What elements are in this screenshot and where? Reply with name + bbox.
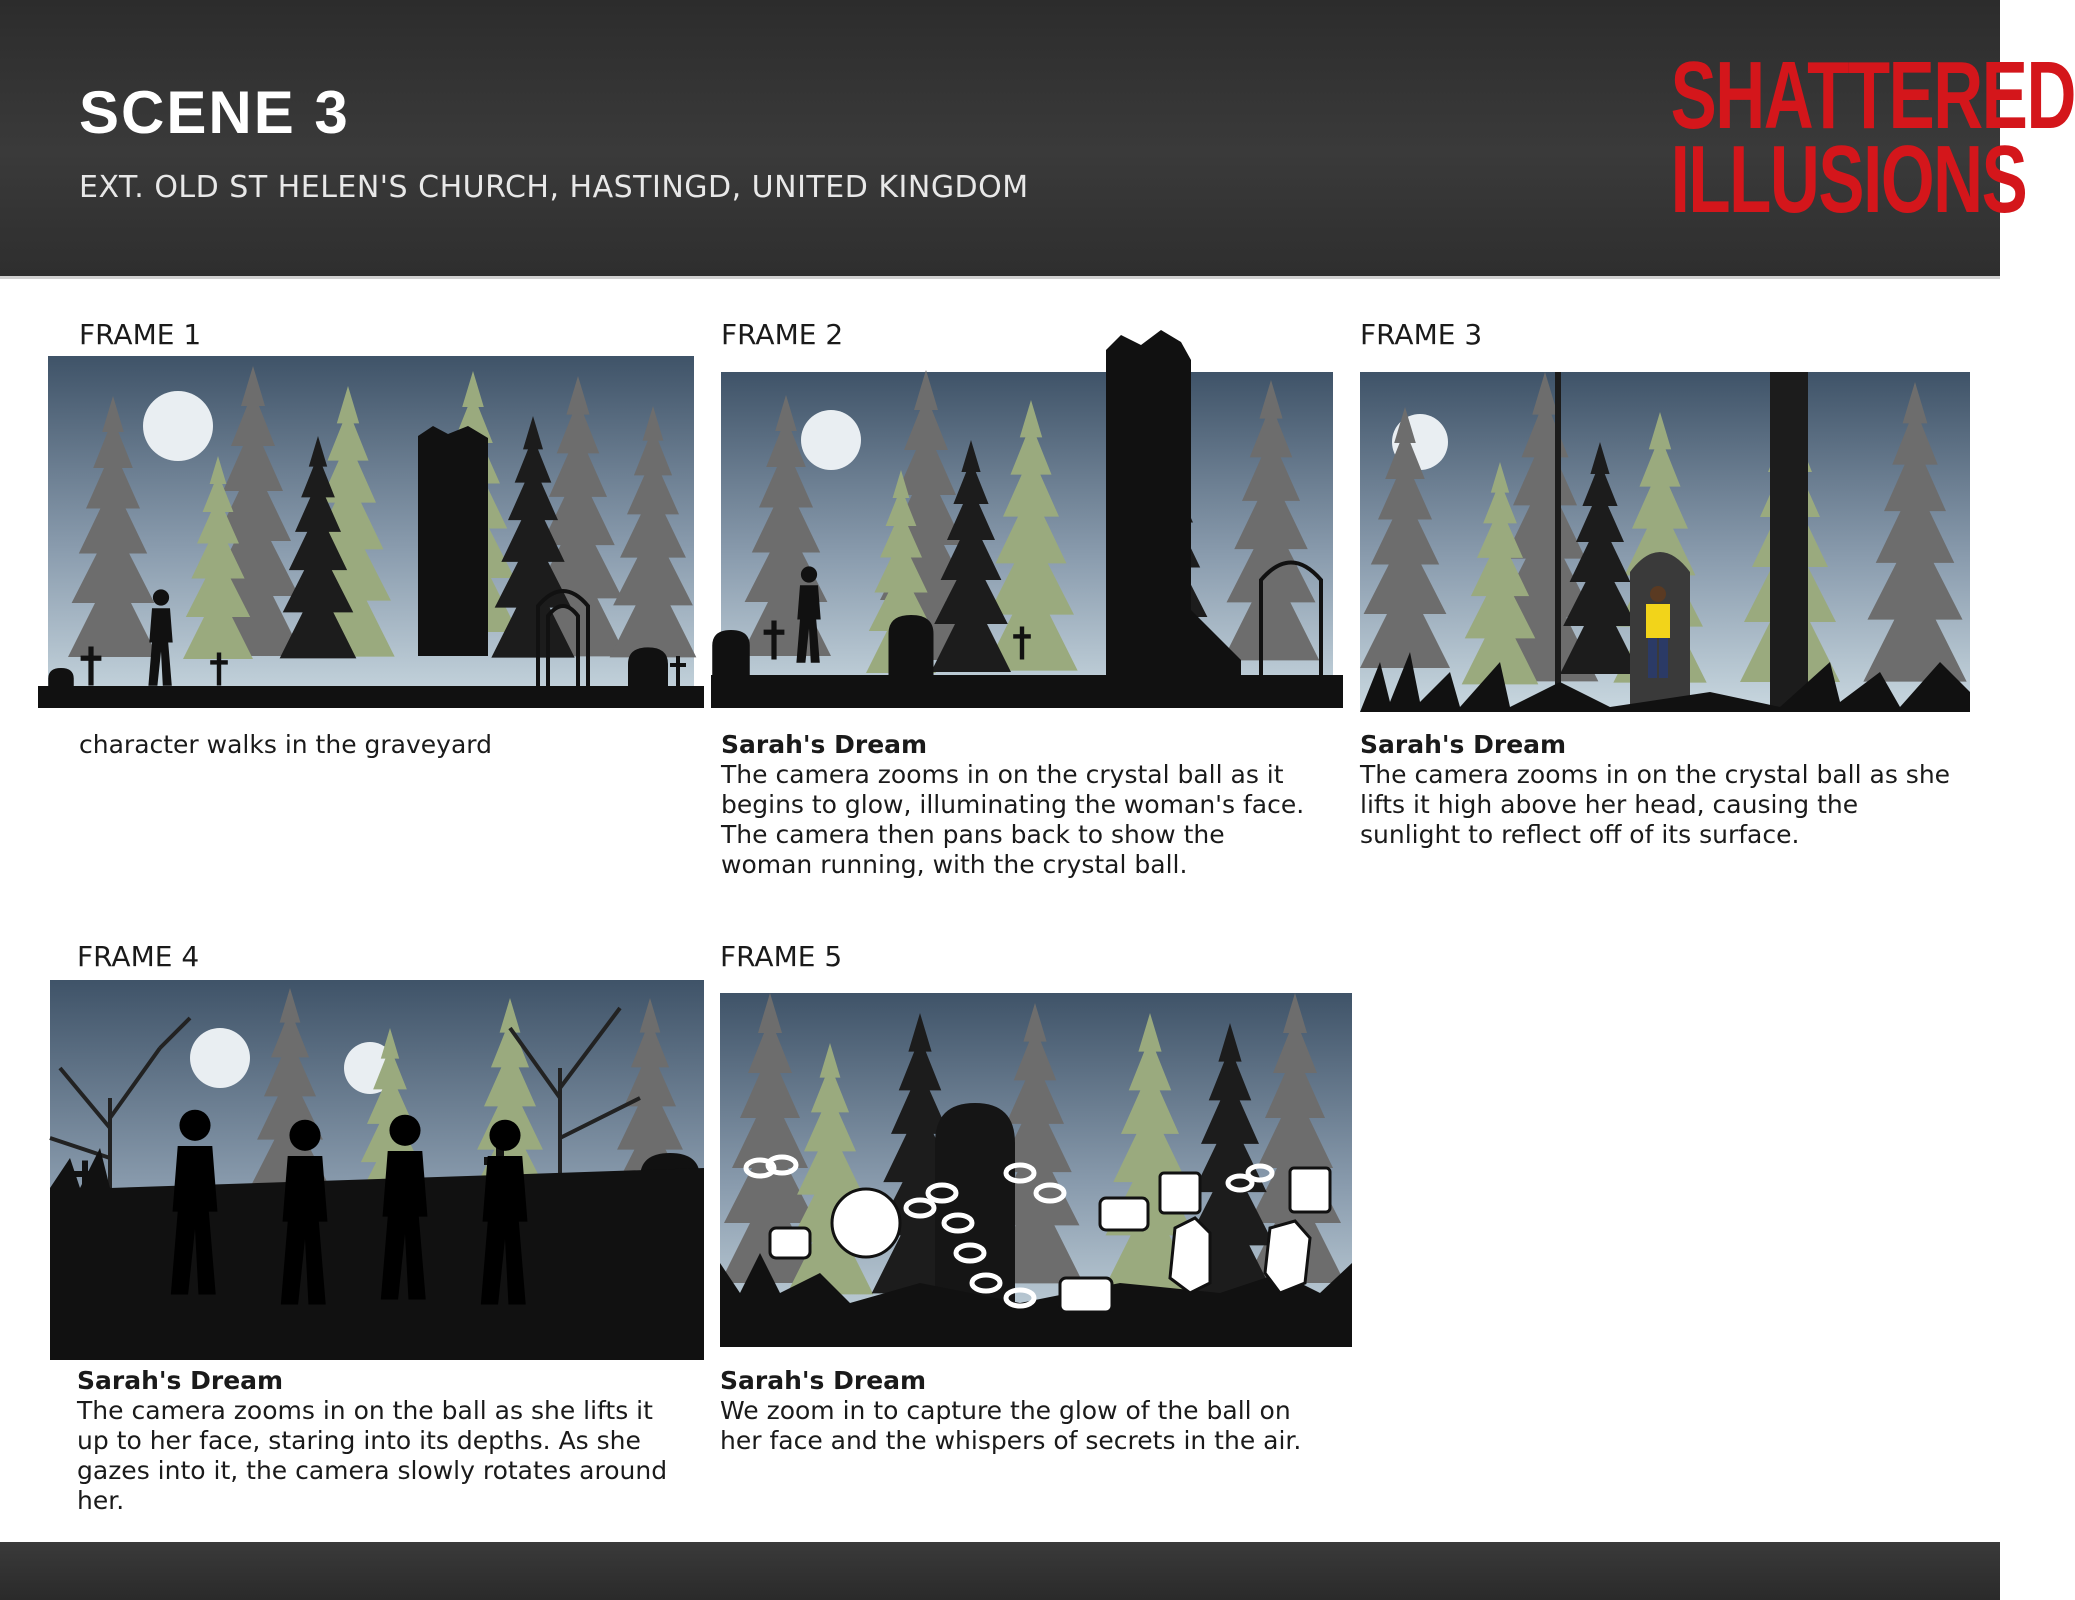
frame-4-image <box>40 978 704 1360</box>
frame-4-caption-title: Sarah's Dream <box>77 1366 284 1395</box>
frame-1-label: FRAME 1 <box>79 318 202 351</box>
frame-2-label: FRAME 2 <box>721 318 844 351</box>
scene-location: EXT. OLD ST HELEN'S CHURCH, HASTINGD, UNITED KINGDOM <box>79 170 1029 205</box>
brand-logo <box>1630 42 2075 233</box>
frame-1-image <box>48 356 694 708</box>
frame-3-caption <box>1360 730 1960 850</box>
frame-2-caption-text: The camera zooms in on the crystal ball as it begins to glow, illuminating the woman's face. The camera then pans back to show the woman running, with the crystal ball. <box>721 760 1305 879</box>
frame-3-image <box>1360 372 1970 712</box>
frame-2-caption <box>721 730 1321 880</box>
frame-2-image <box>721 330 1333 708</box>
frame-5-caption-text: We zoom in to capture the glow of the ball on her face and the whispers of secrets in the air. <box>720 1396 1302 1455</box>
frame-4-caption-text: The camera zooms in on the ball as she lifts it up to her face, staring into its depths. As she gazes into it, the camera slowly rotates around her. <box>77 1396 668 1515</box>
frame-1-caption-text: character walks in the graveyard <box>79 730 493 759</box>
header-banner <box>0 0 2075 279</box>
scene-title: SCENE 3 <box>79 79 350 146</box>
frame-2-caption-title: Sarah's Dream <box>721 730 928 759</box>
frame-5-caption <box>720 1366 1320 1456</box>
frame-4-label: FRAME 4 <box>77 940 200 973</box>
frame-5-image <box>720 993 1352 1347</box>
footer-bar <box>0 1542 2000 1600</box>
frame-3-caption-title: Sarah's Dream <box>1360 730 1567 759</box>
frame-5-caption-title: Sarah's Dream <box>720 1366 927 1395</box>
frame-5-label: FRAME 5 <box>720 940 843 973</box>
frame-4-caption <box>77 1366 677 1516</box>
brand-logo-line1: SHATTERED <box>1670 42 2075 149</box>
frame-3-caption-text: The camera zooms in on the crystal ball as she lifts it high above her head, causing the sunlight to reflect off of its surface. <box>1360 760 1951 849</box>
brand-logo-line2: ILLUSIONS <box>1670 126 2027 233</box>
frame-1-caption <box>79 730 679 760</box>
frame-3-label: FRAME 3 <box>1360 318 1483 351</box>
